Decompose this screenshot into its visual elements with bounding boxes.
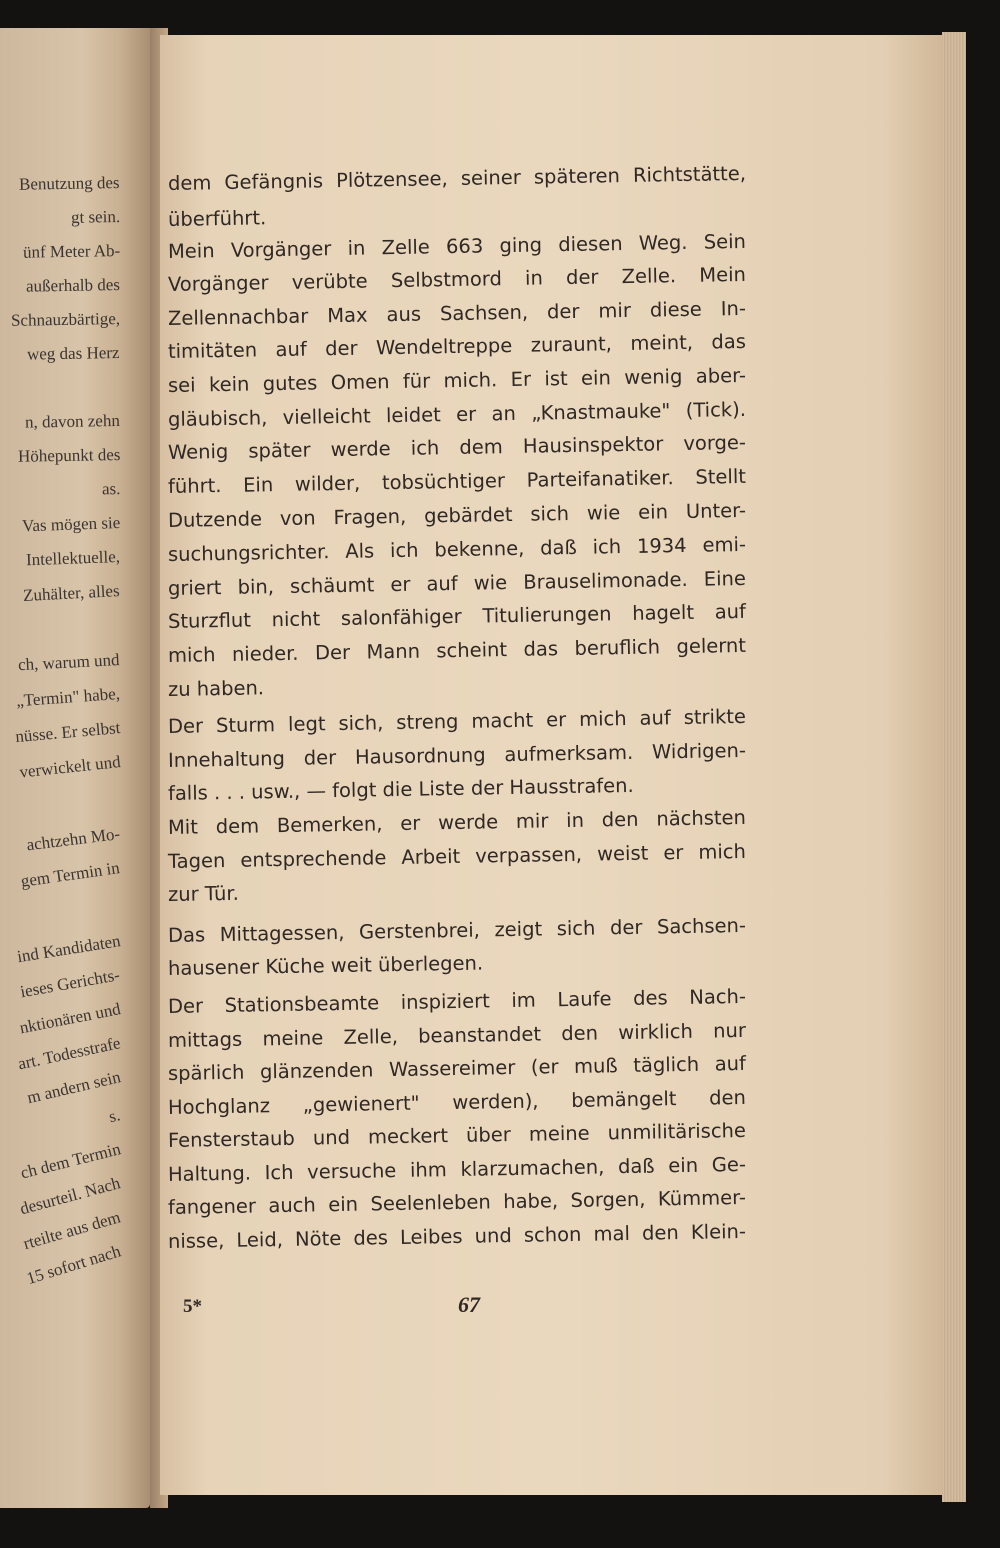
left-page-line: 15 sofort nach bbox=[24, 1241, 123, 1289]
text-line: Hochglanz „gewienert" werden), bemängelt den bbox=[167, 1085, 747, 1119]
page-edge bbox=[942, 32, 966, 1502]
text-line: Haltung. Ich versuche ihm klarzumachen, daß ein Ge- bbox=[167, 1152, 747, 1186]
text-line: Sturzflut nicht salonfähiger Titulierungen hagelt auf bbox=[167, 599, 747, 633]
text-line: timitäten auf der Wendeltreppe zuraunt, meint, das bbox=[167, 329, 747, 363]
left-page-line: Benutzung des bbox=[19, 173, 121, 194]
text-line: Der Stationsbeamte inspiziert im Laufe des Nach- bbox=[167, 984, 747, 1018]
text-line: fangener auch ein Seelenleben habe, Sorgen, Kümmer- bbox=[167, 1185, 747, 1219]
text-line: falls . . . usw., — folgt die Liste der Hausstrafen. bbox=[167, 773, 634, 805]
left-page-line: gt sein. bbox=[70, 207, 121, 227]
signature-mark: 5* bbox=[183, 1296, 202, 1317]
left-page-line: ieses Gerichts- bbox=[19, 965, 122, 1002]
left-page-line: gem Termin in bbox=[20, 858, 122, 891]
text-line: mittags meine Zelle, beanstandet den wirklich nur bbox=[167, 1018, 747, 1052]
text-line: Zellennachbar Max aus Sachsen, der mir diese In- bbox=[167, 296, 747, 330]
left-page-line: ünf Meter Ab- bbox=[22, 241, 121, 262]
text-line: Wenig später werde ich dem Hausinspektor vorge- bbox=[167, 430, 747, 464]
left-page-line: achtzehn Mo- bbox=[25, 824, 122, 855]
text-line: hausener Küche weit überlegen. bbox=[167, 951, 484, 980]
text-line: Der Sturm legt sich, streng macht er mich auf strikte bbox=[167, 704, 747, 738]
left-page-line: n, davon zehn bbox=[24, 411, 121, 432]
left-page-line: nktionären und bbox=[17, 999, 122, 1038]
left-page-line: Zuhälter, alles bbox=[23, 581, 121, 606]
text-line: griert bin, schäumt er auf wie Brauselimonade. Eine bbox=[167, 566, 747, 600]
left-page-line: weg das Herz bbox=[27, 343, 121, 364]
left-page bbox=[0, 28, 150, 1508]
text-line: Tagen entsprechende Arbeit verpassen, weist er mich bbox=[167, 839, 747, 873]
text-line: suchungsrichter. Als ich bekenne, daß ich 1934 emi- bbox=[167, 532, 747, 566]
left-page-line: m andern sein bbox=[24, 1067, 123, 1108]
left-page-line: ind Kandidaten bbox=[15, 931, 122, 967]
text-line: Vorgänger verübte Selbstmord in der Zelle. Mein bbox=[167, 262, 747, 296]
left-page-line: ch, warum und bbox=[18, 650, 121, 675]
left-page-line: außerhalb des bbox=[25, 275, 121, 296]
text-line: spärlich glänzenden Wassereimer (er muß täglich auf bbox=[167, 1051, 747, 1085]
left-page-line: s. bbox=[107, 1105, 123, 1127]
text-line: gläubisch, vielleicht leidet er an „Knastmauke" (Tick). bbox=[167, 397, 747, 431]
text-line: überführt. bbox=[167, 206, 267, 231]
text-line: zur Tür. bbox=[167, 881, 240, 906]
left-page-line: rteilte aus dem bbox=[21, 1207, 123, 1254]
left-page-line: art. Todesstrafe bbox=[15, 1033, 122, 1074]
left-page-line: Intellektuelle, bbox=[25, 547, 121, 570]
left-page-line: as. bbox=[101, 479, 121, 499]
left-page-line: desurteil. Nach bbox=[18, 1173, 123, 1219]
text-line: mich nieder. Der Mann scheint das beruflich gelernt bbox=[167, 633, 747, 667]
text-line: Dutzende von Fragen, gebärdet sich wie ein Unter- bbox=[167, 498, 747, 532]
text-line: Mein Vorgänger in Zelle 663 ging diesen Weg. Sein bbox=[167, 229, 747, 263]
text-line: führt. Ein wilder, tobsüchtiger Parteifanatiker. Stellt bbox=[167, 464, 747, 498]
left-page-line: Schnauzbärtige, bbox=[10, 309, 121, 330]
left-page-line: nüsse. Er selbst bbox=[14, 718, 121, 747]
text-line: Mit dem Bemerken, er werde mir in den nächsten bbox=[167, 805, 747, 839]
left-page-line: Vas mögen sie bbox=[21, 513, 121, 536]
text-line: dem Gefängnis Plötzensee, seiner späteren Richtstätte, bbox=[167, 161, 747, 195]
text-line: nisse, Leid, Nöte des Leibes und schon mal den Klein- bbox=[167, 1219, 747, 1253]
text-line: Fensterstaub und meckert über meine unmilitärische bbox=[167, 1118, 747, 1152]
left-page-line: verwickelt und bbox=[18, 752, 121, 782]
text-line: Das Mittagessen, Gerstenbrei, zeigt sich der Sachsen- bbox=[167, 913, 747, 947]
text-line: Innehaltung der Hausordnung aufmerksam. Widrigen- bbox=[167, 738, 747, 772]
left-page-line: ch dem Termin bbox=[18, 1139, 123, 1183]
left-page-line: „Termin" habe, bbox=[15, 684, 121, 711]
text-line: sei kein gutes Omen für mich. Er ist ein wenig aber- bbox=[167, 363, 747, 397]
page-number: 67 bbox=[458, 1292, 480, 1317]
text-line: zu haben. bbox=[167, 676, 265, 701]
left-page-line: Höhepunkt des bbox=[17, 445, 121, 466]
